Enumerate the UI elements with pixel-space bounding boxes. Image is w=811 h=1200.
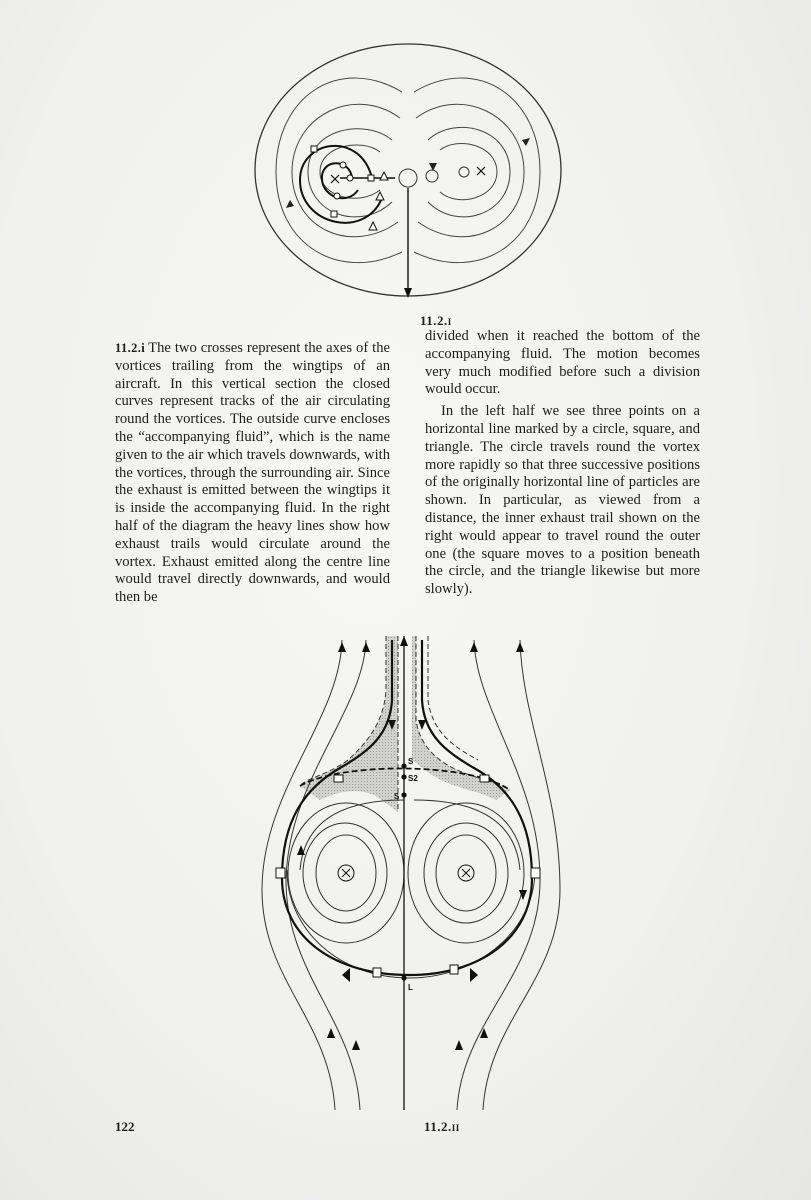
caption-left-column <box>115 340 390 607</box>
trail-marker-square <box>373 968 381 977</box>
label-s: S <box>408 757 414 766</box>
figure-label-2: 11.2.ii <box>424 1119 460 1134</box>
trail-marker-square <box>450 965 458 974</box>
left-exhaust-trail-spiral <box>300 146 382 223</box>
centre-trail-circle <box>399 169 417 187</box>
trail-marker-square <box>276 868 285 878</box>
marker-triangle <box>380 172 388 180</box>
marker-square <box>311 146 317 152</box>
trail-marker-square <box>334 775 343 782</box>
caption-figure-label: 11.2.i <box>115 341 146 355</box>
figure-11-2-ii <box>250 628 560 1118</box>
figure-label: 11.2.i <box>420 313 452 328</box>
marker-circle <box>334 193 340 199</box>
caption-right-paragraph-1: divided when it reached the bottom of the accompanying fluid. The motion becomes very much modified before such a division would occur. <box>425 328 700 398</box>
caption-right-column <box>425 328 700 599</box>
accompanying-fluid-boundary <box>287 870 535 978</box>
trail-circle-right-2 <box>459 167 469 177</box>
marker-triangle <box>376 192 384 200</box>
marker-square <box>331 211 337 217</box>
outer-streamline-right-2 <box>457 640 540 1110</box>
point-s <box>401 763 406 768</box>
outer-streamline-right-1 <box>483 640 560 1110</box>
trail-circle-right <box>426 170 438 182</box>
trail-marker-square <box>480 775 489 782</box>
label-l: L <box>408 983 413 992</box>
point-s1 <box>401 792 406 797</box>
trail-marker-square <box>531 868 540 878</box>
caption-right-paragraph-2: In the left half we see three points on a horizontal line marked by a circle, square, and triangle. The circle travels round the vortex more rapidly so that three successive positions of the originally horizontal line of particles are shown. In particular, as viewed from a distance, the inner exhaust trail shown on the right would appear to travel round the outer one (the square moves to a position beneath the circle, and the triangle likewise but more slowly). <box>425 403 700 598</box>
marker-square <box>368 175 374 181</box>
left-exhaust-trail-inner <box>322 163 358 198</box>
label-s1: S <box>394 792 400 801</box>
point-l <box>401 975 406 980</box>
marker-triangle <box>369 222 377 230</box>
marker-circle <box>340 162 346 168</box>
page-number: 122 <box>115 1119 135 1134</box>
outer-streamline-left-1 <box>262 640 342 1110</box>
figure-11-2-i <box>250 42 570 312</box>
point-s2 <box>401 774 406 779</box>
caption-left-text: The two crosses represent the axes of the vortices trailing from the wingtips of an aircraft. In this vertical section the closed curves represent tracks of the air circulating round the vortices. The outside curve encloses the “accompanying fluid”, which is the name given to the air which travels downwards, with the vortices, through the surrounding air. Since the exhaust is emitted between the wingtips it is inside the accompanying fluid. In the right half of the diagram the heavy lines show how exhaust trails would circulate around the vortex. Exhaust emitted along the centre line would travel directly downwards, and would then be <box>115 340 390 606</box>
marker-circle <box>347 175 353 181</box>
label-s2: S2 <box>408 774 418 783</box>
